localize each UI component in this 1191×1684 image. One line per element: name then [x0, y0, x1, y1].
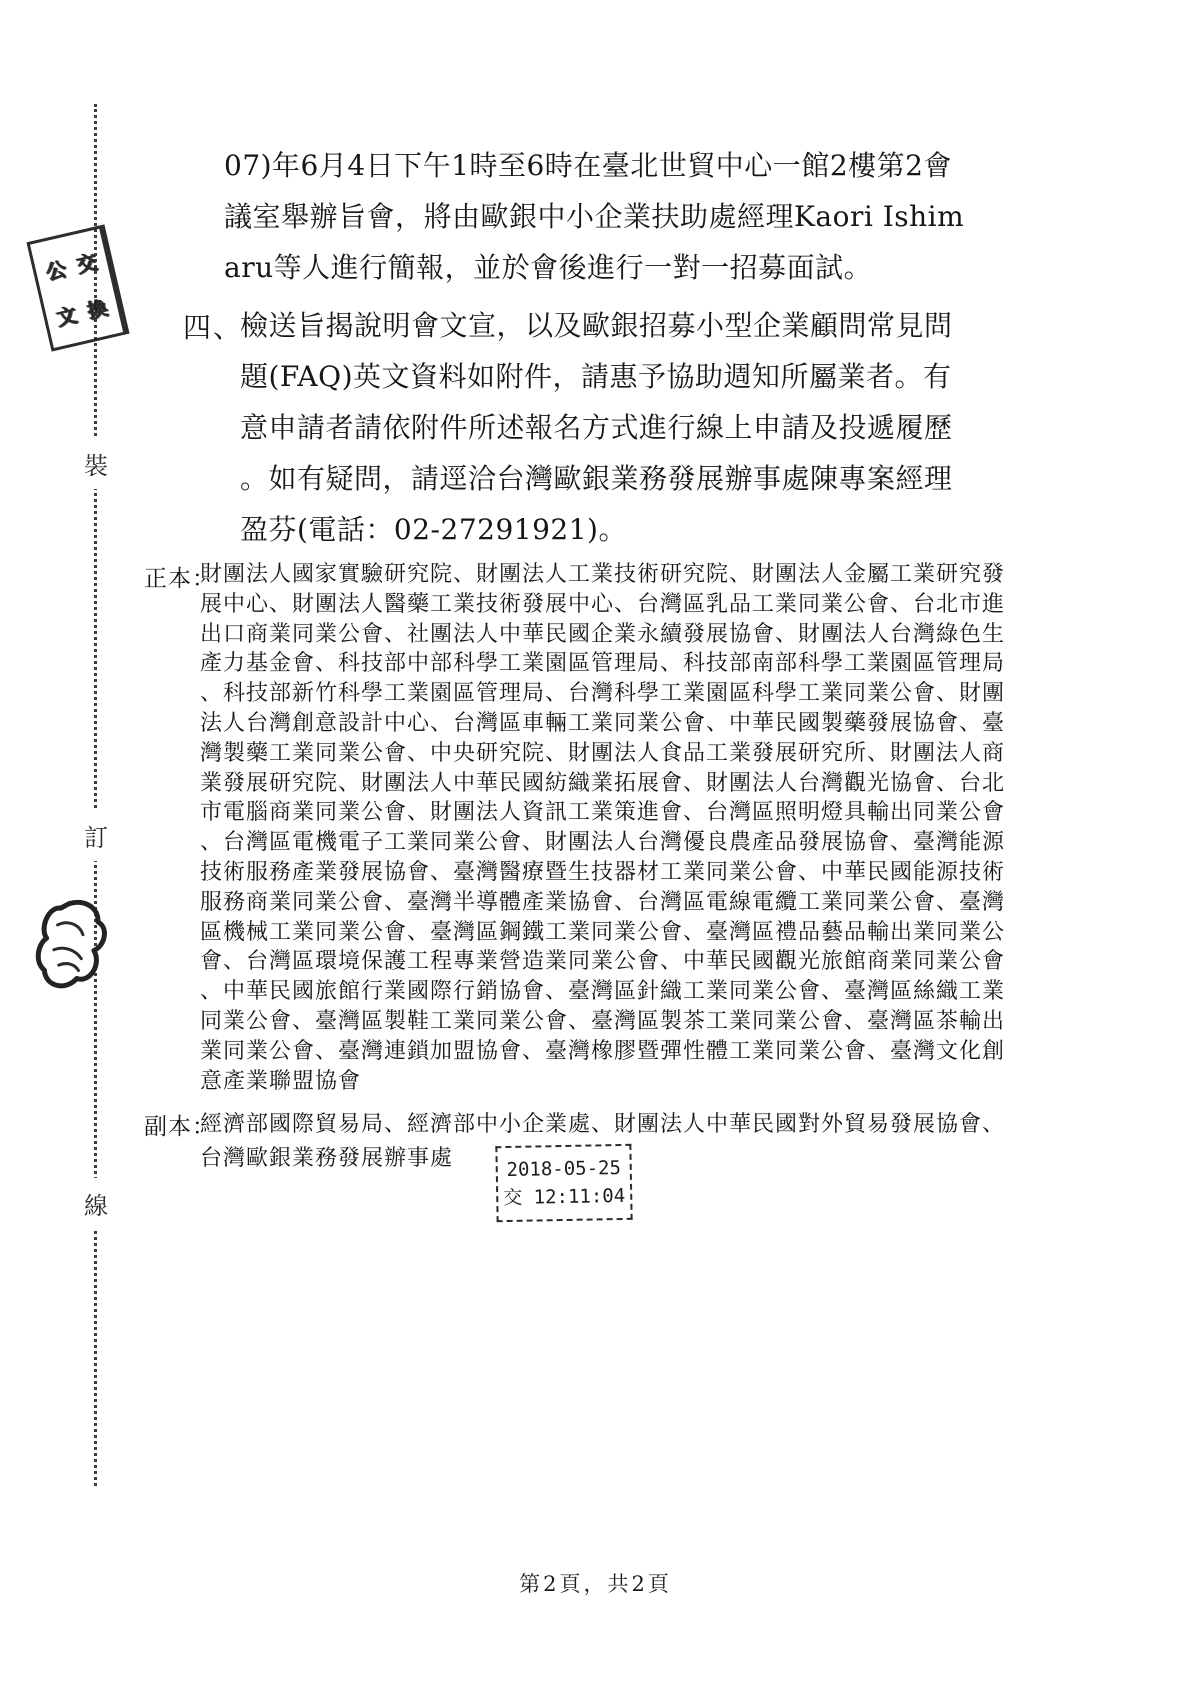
- binding-mark-zhuang: 裝: [82, 438, 110, 489]
- text-line: 、科技部新竹科學工業園區管理局、台灣科學工業園區科學工業同業公會、財團: [200, 681, 1006, 707]
- text-line: 會、台灣區環境保護工程專業營造業同業公會、中華民國觀光旅館商業同業公會: [200, 949, 1006, 975]
- text-line: 產力基金會、科技部中部科學工業園區管理局、科技部南部科學工業園區管理局: [200, 651, 1006, 677]
- text-line: aru等人進行簡報，並於會後進行一對一招募面試。: [224, 251, 873, 284]
- text-line: 07)年6月4日下午1時至6時在臺北世貿中心一館2樓第2會: [224, 149, 952, 182]
- text-line: 技術服務產業發展協會、臺灣醫療暨生技器材工業同業公會、中華民國能源技術: [200, 859, 1006, 885]
- text-line: 展中心、財團法人醫藥工業技術發展中心、台灣區乳品工業同業公會、台北市進: [200, 591, 1006, 617]
- text-line: 業發展研究院、財團法人中華民國紡織業拓展會、財團法人台灣觀光協會、台北: [200, 770, 1006, 796]
- text-line: 議室舉辦旨會，將由歐銀中小企業扶助處經理Kaori Ishim: [224, 200, 965, 233]
- text-line: 台灣歐銀業務發展辦事處: [200, 1146, 454, 1171]
- original-recipients-list: [200, 560, 1006, 1096]
- seal-char: 交: [74, 249, 100, 278]
- seal-char: 換: [85, 295, 110, 324]
- text-line: 出口商業同業公會、社團法人中華民國企業永續發展協會、財團法人台灣綠色生: [200, 621, 1006, 647]
- text-line: 市電腦商業同業公會、財團法人資訊工業策進會、台灣區照明燈具輸出同業公會: [200, 800, 1006, 826]
- text-line: 意申請者請依附件所述報名方式進行線上申請及投遞履歷: [240, 411, 953, 444]
- text-line: 業同業公會、臺灣連鎖加盟協會、臺灣橡膠暨彈性體工業同業公會、臺灣文化創: [200, 1038, 1006, 1064]
- text-line: 題(FAQ)英文資料如附件，請惠予協助週知所屬業者。有: [240, 360, 952, 393]
- binding-mark-ding: 訂: [82, 810, 110, 861]
- text-line: 意產業聯盟協會: [200, 1068, 362, 1094]
- original-recipients-label: 正本：: [144, 566, 216, 592]
- text-line: 檢送旨揭說明會文宣，以及歐銀招募小型企業顧問常見問: [240, 309, 953, 342]
- text-line: 同業公會、臺灣區製鞋工業同業公會、臺灣區製茶工業同業公會、臺灣區茶輸出: [200, 1008, 1006, 1034]
- seal-char: 文: [54, 302, 80, 331]
- copy-recipients-label: 副本：: [144, 1114, 216, 1140]
- body-item-four: [240, 300, 953, 555]
- text-line: 、中華民國旅館行業國際行銷協會、臺灣區針織工業同業公會、臺灣區絲織工業: [200, 979, 1006, 1005]
- text-line: 、台灣區電機電子工業同業公會、財團法人台灣優良農產品發展協會、臺灣能源: [200, 830, 1006, 856]
- text-line: 經濟部國際貿易局、經濟部中小企業處、財團法人中華民國對外貿易發展協會、: [200, 1112, 1006, 1137]
- seal-char: 公: [43, 256, 69, 285]
- binding-mark-xian: 線: [82, 1178, 110, 1229]
- stamp-time: 交 12:11:04: [503, 1184, 626, 1210]
- text-line: 區機械工業同業公會、臺灣區鋼鐵工業同業公會、臺灣區禮品藝品輸出業同業公: [200, 919, 1006, 945]
- item-four-marker: 四、: [183, 311, 244, 344]
- text-line: 服務商業同業公會、臺灣半導體產業協會、台灣區電線電纜工業同業公會、臺灣: [200, 889, 1006, 915]
- stamp-date: 2018-05-25: [506, 1157, 622, 1181]
- page-indicator: 第2頁，共2頁: [519, 1572, 672, 1596]
- exchange-datetime-stamp: [495, 1144, 632, 1222]
- text-line: 財團法人國家實驗研究院、財團法人工業技術研究院、財團法人金屬工業研究發: [200, 562, 1006, 587]
- text-line: 法人台灣創意設計中心、台灣區車輛工業同業公會、中華民國製藥發展協會、臺: [200, 710, 1006, 736]
- text-line: 。如有疑問，請逕洽台灣歐銀業務發展辦事處陳專案經理: [240, 462, 953, 495]
- body-paragraph-continuation: [224, 140, 965, 293]
- text-line: 盈芬(電話：02-27291921)。: [240, 513, 627, 546]
- text-line: 灣製藥工業同業公會、中央研究院、財團法人食品工業發展研究所、財團法人商: [200, 740, 1006, 766]
- ink-seal-blob: [32, 894, 111, 1003]
- document-exchange-seal: [26, 224, 129, 351]
